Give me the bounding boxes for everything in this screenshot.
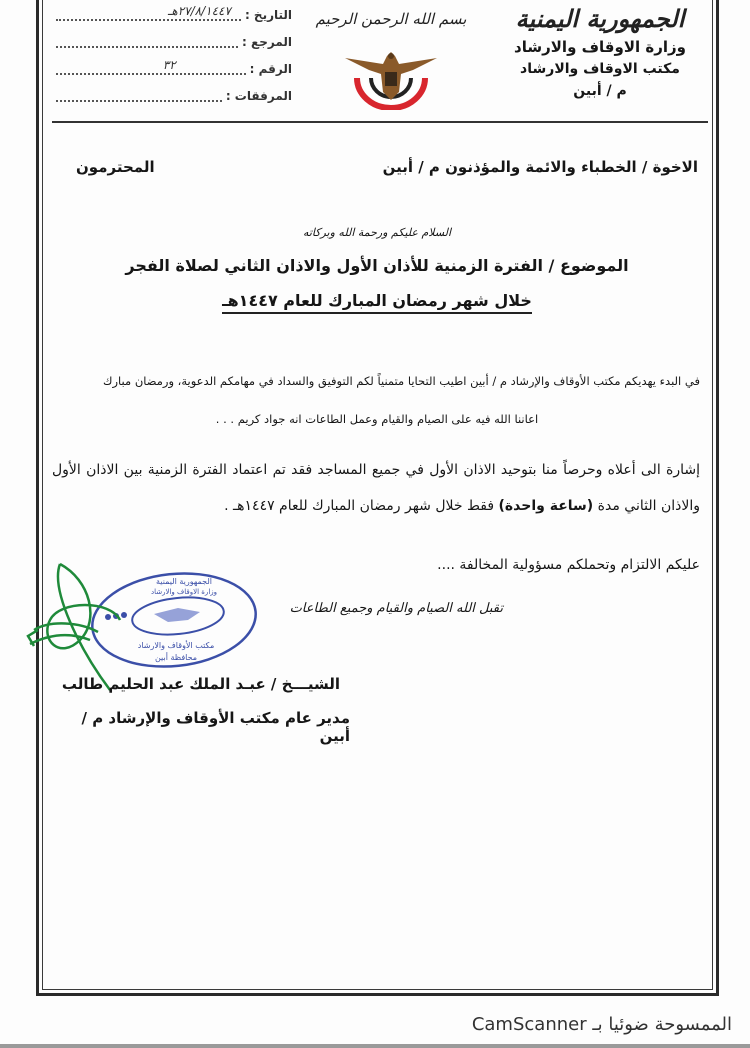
- yemen-eagle-emblem-icon: [343, 48, 439, 110]
- meta-number-line: [56, 56, 246, 75]
- governorate-name: م / أبين: [573, 83, 627, 99]
- main-text-after: فقط خلال شهر رمضان المبارك للعام ١٤٤٧هـ .: [224, 498, 495, 514]
- svg-text:وزارة الاوقاف والارشاد: وزارة الاوقاف والارشاد: [150, 588, 218, 596]
- letterhead-divider: [52, 121, 708, 123]
- meta-number: [52, 56, 292, 83]
- subject-line-2: [46, 291, 708, 310]
- meta-number-value: ٣٢: [162, 58, 176, 72]
- signer-title: مدير عام مكتب الأوقاف والإرشاد م / أبين: [81, 709, 350, 745]
- meta-number-label: الرقم :: [249, 62, 292, 76]
- basmala: بسم الله الرحمن الرحيم: [315, 10, 467, 28]
- meta-date-value: ٢٧/٨/١٤٤٧هـ: [167, 4, 231, 18]
- compliance-line: عليكم الالتزام وتحملكم مسؤولية المخالفة ....: [437, 557, 700, 573]
- camscanner-watermark: الممسوحة ضوئيا بـ CamScanner: [471, 1014, 732, 1035]
- svg-text:الجمهورية اليمنية: الجمهورية اليمنية: [155, 577, 213, 586]
- intro-paragraph-end: اعاننا الله فيه على الصيام والقيام وعمل الطاعات انه جواد كريم . . .: [215, 412, 539, 426]
- main-text-duration: (ساعة واحدة): [498, 498, 594, 514]
- letterhead-institution: [500, 2, 700, 102]
- addressee-honorific: المحترمون: [76, 158, 155, 176]
- subject-line-1: الموضوع / الفترة الزمنية للأذان الأول والاذان الثاني لصلاة الفجر: [125, 256, 629, 275]
- meta-attachments: [52, 83, 292, 110]
- closing-handwritten: تقبل الله الصيام والقيام وجميع الطاعات: [289, 601, 503, 616]
- svg-text:محافظة أبين: محافظة أبين: [154, 653, 198, 662]
- signer-name: الشيـــخ / عبـد الملك عبد الحليم طالب: [61, 675, 340, 693]
- office-name: مكتب الاوقاف والارشاد: [520, 61, 680, 77]
- meta-attachments-label: المرفقات :: [225, 89, 292, 103]
- addressee-line: [76, 158, 698, 176]
- meta-attachments-line: [56, 83, 222, 102]
- svg-text:مكتب الأوقاف والارشاد: مكتب الأوقاف والارشاد: [137, 641, 215, 650]
- subject-line-2-text: خلال شهر رمضان المبارك للعام ١٤٤٧هـ: [222, 291, 532, 314]
- meta-date-label: التاريخ :: [244, 8, 292, 22]
- letterhead-center: [296, 4, 486, 110]
- ministry-name: وزارة الاوقاف والارشاد: [514, 38, 686, 56]
- republic-title: الجمهورية اليمنية: [515, 4, 685, 33]
- main-text-before: إشارة الى أعلاه وحرصاً منا بتوحيد الاذان الأول في جميع المساجد فقد تم اعتماد الفترة الزمنية بين الاذان الأول والاذان الثاني مدة: [52, 462, 700, 514]
- bottom-edge: [0, 1044, 750, 1048]
- letter-content: [46, 0, 708, 990]
- meta-date: [52, 2, 292, 29]
- intro-paragraph: في البدء يهديكم مكتب الأوقاف والإرشاد م / أبين اطيب التحايا متمنياً لكم التوفيق والسداد في مهامكم الدعوية، ورمضان مبارك: [103, 374, 700, 388]
- letter-meta-fields: [52, 2, 292, 110]
- meta-date-line: [56, 2, 241, 21]
- addressee-recipients: الاخوة / الخطباء والائمة والمؤذنون م / أبين: [382, 158, 698, 176]
- meta-reference-line: [56, 29, 238, 48]
- meta-reference-label: المرجع :: [242, 35, 292, 49]
- main-paragraph: [52, 452, 700, 524]
- greeting: السلام عليكم ورحمة الله وبركاته: [302, 226, 452, 239]
